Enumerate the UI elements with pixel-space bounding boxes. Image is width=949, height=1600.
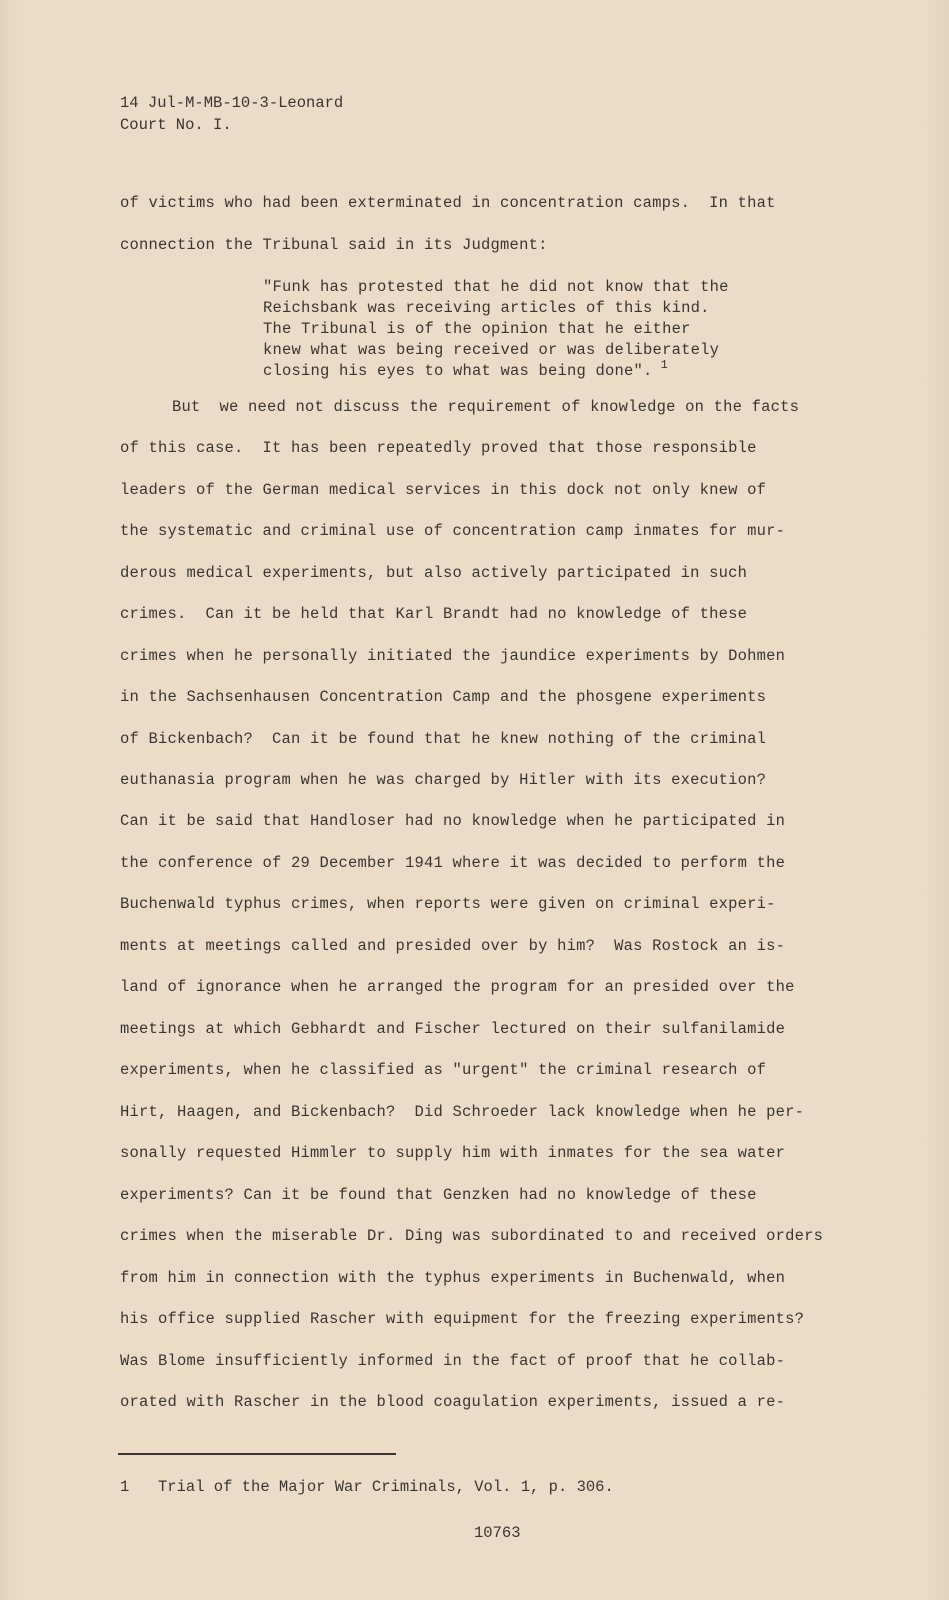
body-line: of this case. It has been repeatedly proved that those responsible [120, 439, 757, 457]
footnote [120, 1478, 614, 1496]
document-header [120, 92, 343, 136]
body-line: Buchenwald typhus crimes, when reports were given on criminal experi- [120, 895, 776, 913]
body-line: the conference of 29 December 1941 where it was decided to perform the [120, 854, 786, 872]
quote-line-last [263, 358, 668, 380]
body-line: euthanasia program when he was charged by Hitler with its execution? [120, 771, 767, 789]
body-line: in the Sachsenhausen Concentration Camp and the phosgene experiments [120, 688, 767, 706]
quote-line-text: closing his eyes to what was being done". [263, 362, 653, 380]
quote-line: "Funk has protested that he did not know that the [263, 278, 729, 296]
header-court: Court No. I. [120, 116, 232, 134]
header-reference: 14 Jul-M-MB-10-3-Leonard [120, 94, 344, 112]
body-line: sonally requested Himmler to supply him with inmates for the sea water [120, 1144, 786, 1162]
quote-line: Reichsbank was receiving articles of this kind. [263, 299, 710, 317]
body-line: crimes. Can it be held that Karl Brandt had no knowledge of these [120, 605, 748, 623]
body-line: land of ignorance when he arranged the program for an presided over the [120, 978, 795, 996]
body-line: his office supplied Rascher with equipment for the freezing experiments? [120, 1310, 805, 1328]
footnote-text: Trial of the Major War Criminals, Vol. 1, p. 306. [158, 1478, 614, 1496]
body-line: connection the Tribunal said in its Judgment: [120, 236, 548, 254]
body-line: Was Blome insufficiently informed in the fact of proof that he collab- [120, 1352, 786, 1370]
footnote-marker: 1 [660, 358, 668, 372]
body-line: the systematic and criminal use of concentration camp inmates for mur- [120, 522, 786, 540]
body-line: experiments? Can it be found that Genzken had no knowledge of these [120, 1186, 757, 1204]
body-line: crimes when he personally initiated the jaundice experiments by Dohmen [120, 647, 786, 665]
body-line: experiments, when he classified as "urgent" the criminal research of [120, 1061, 767, 1079]
body-line: from him in connection with the typhus experiments in Buchenwald, when [120, 1269, 786, 1287]
body-line: leaders of the German medical services in this dock not only knew of [120, 481, 767, 499]
page-number: 10763 [474, 1524, 521, 1542]
body-line: of victims who had been exterminated in concentration camps. In that [120, 194, 776, 212]
body-line: But we need not discuss the requirement of knowledge on the facts [172, 398, 800, 416]
quote-line: The Tribunal is of the opinion that he either [263, 320, 691, 338]
body-line: orated with Rascher in the blood coagulation experiments, issued a re- [120, 1393, 786, 1411]
body-line: ments at meetings called and presided over by him? Was Rostock an is- [120, 937, 786, 955]
body-line: meetings at which Gebhardt and Fischer lectured on their sulfanilamide [120, 1020, 786, 1038]
body-line: of Bickenbach? Can it be found that he knew nothing of the criminal [120, 730, 767, 748]
footnote-divider [118, 1453, 396, 1455]
body-line: Hirt, Haagen, and Bickenbach? Did Schroeder lack knowledge when he per- [120, 1103, 805, 1121]
body-line: Can it be said that Handloser had no knowledge when he participated in [120, 812, 786, 830]
footnote-number: 1 [120, 1478, 130, 1496]
body-line: derous medical experiments, but also actively participated in such [120, 564, 748, 582]
quote-line: knew what was being received or was deliberately [263, 341, 720, 359]
body-line: crimes when the miserable Dr. Ding was subordinated to and received orders [120, 1227, 824, 1245]
